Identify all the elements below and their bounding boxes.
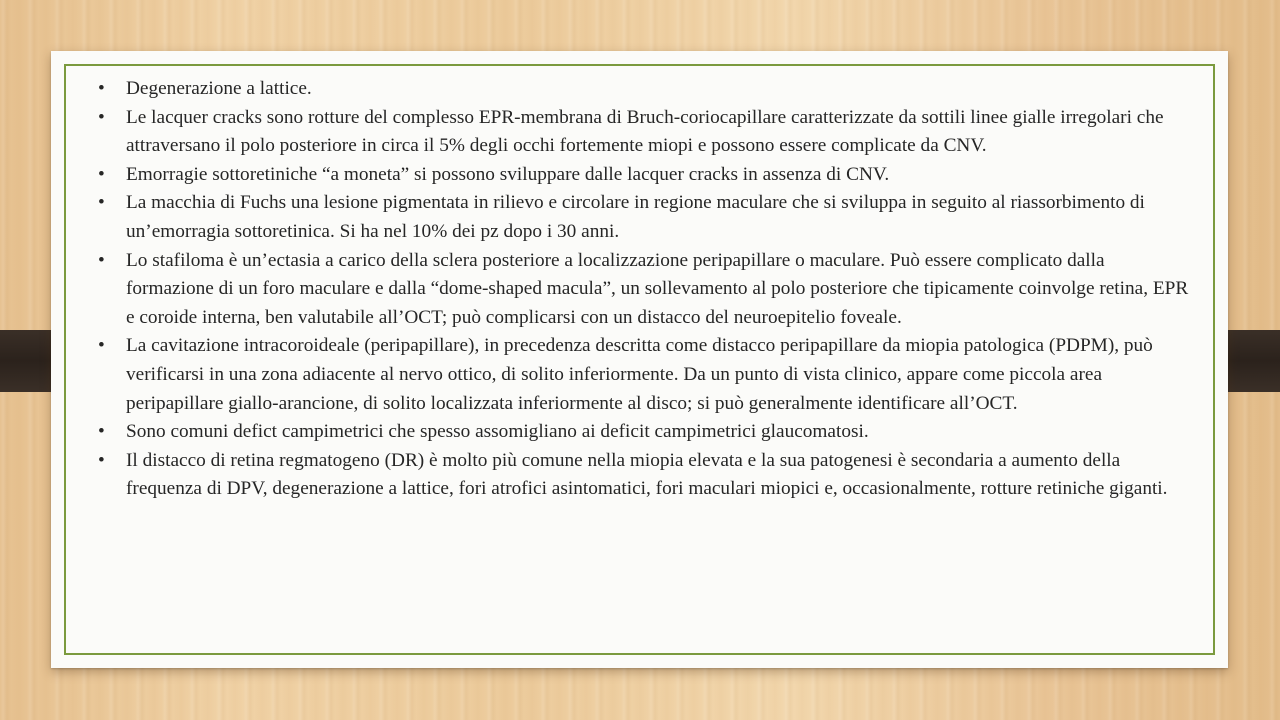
bullet-text: La cavitazione intracoroideale (peripapillare), in precedenza descritta come distacco peripapillare da miopia patologica (PDPM), può verificarsi in una zona adiacente al nervo ottico, di solito inferiormente. Da un punto di vista clinico, appare come piccola area peripapillare giallo-arancione, di solito localizzata inferiormente al disco; si può generalmente identificare all’OCT. bbox=[126, 335, 1153, 414]
bullet-item bbox=[92, 189, 1197, 246]
bullet-dot: • bbox=[98, 106, 105, 128]
bullet-item bbox=[92, 104, 1197, 161]
bullet-dot: • bbox=[98, 78, 105, 99]
bullet-item bbox=[92, 447, 1197, 504]
bullet-dot: • bbox=[98, 163, 105, 185]
slide-card bbox=[51, 51, 1228, 668]
bullet-dot: • bbox=[98, 421, 105, 443]
bullet-item bbox=[92, 247, 1197, 333]
bullet-text: La macchia di Fuchs una lesione pigmentata in rilievo e circolare in regione maculare che si sviluppa in seguito al riassorbimento di un’emorragia sottoretinica. Si ha nel 10% dei pz dopo i 30 anni. bbox=[126, 192, 1145, 242]
bullet-text: Degenerazione a lattice. bbox=[126, 78, 312, 99]
bullet-item bbox=[92, 418, 1197, 447]
bullet-dot: • bbox=[98, 192, 105, 214]
bullet-text: Le lacquer cracks sono rotture del complesso EPR-membrana di Bruch-coriocapillare caratterizzate da sottili linee gialle irregolari che attraversano il polo posteriore in circa il 5% degli occhi fortemente miopi e possono essere complicate da CNV. bbox=[126, 106, 1164, 157]
bullet-list bbox=[92, 75, 1197, 504]
bullet-dot: • bbox=[98, 335, 105, 357]
bullet-dot: • bbox=[98, 249, 105, 271]
bullet-text: Emorragie sottoretiniche “a moneta” si possono sviluppare dalle lacquer cracks in assenza di CNV. bbox=[126, 163, 890, 185]
bullet-item bbox=[92, 75, 1197, 104]
bullet-text: Sono comuni defict campimetrici che spesso assomigliano ai deficit campimetrici glaucomatosi. bbox=[126, 421, 869, 443]
bullet-item bbox=[92, 332, 1197, 418]
bullet-text: Il distacco di retina regmatogeno (DR) è molto più comune nella miopia elevata e la sua patogenesi è secondaria a aumento della frequenza di DPV, degenerazione a lattice, fori atrofici asintomatici, fori maculari miopici e, occasionalmente, rotture retiniche giganti. bbox=[126, 449, 1168, 500]
bullet-item bbox=[92, 161, 1197, 190]
bullet-text: Lo stafiloma è un’ectasia a carico della sclera posteriore a localizzazione peripapillare o maculare. Può essere complicato dalla formazione di un foro maculare e dalla “dome-shaped macula”, un sollevamento al polo posteriore che tipicamente coinvolge retina, EPR e coroide interna, ben valutabile all’OCT; può complicarsi con un distacco del neuroepitelio foveale. bbox=[126, 249, 1189, 328]
bullet-dot: • bbox=[98, 449, 105, 471]
